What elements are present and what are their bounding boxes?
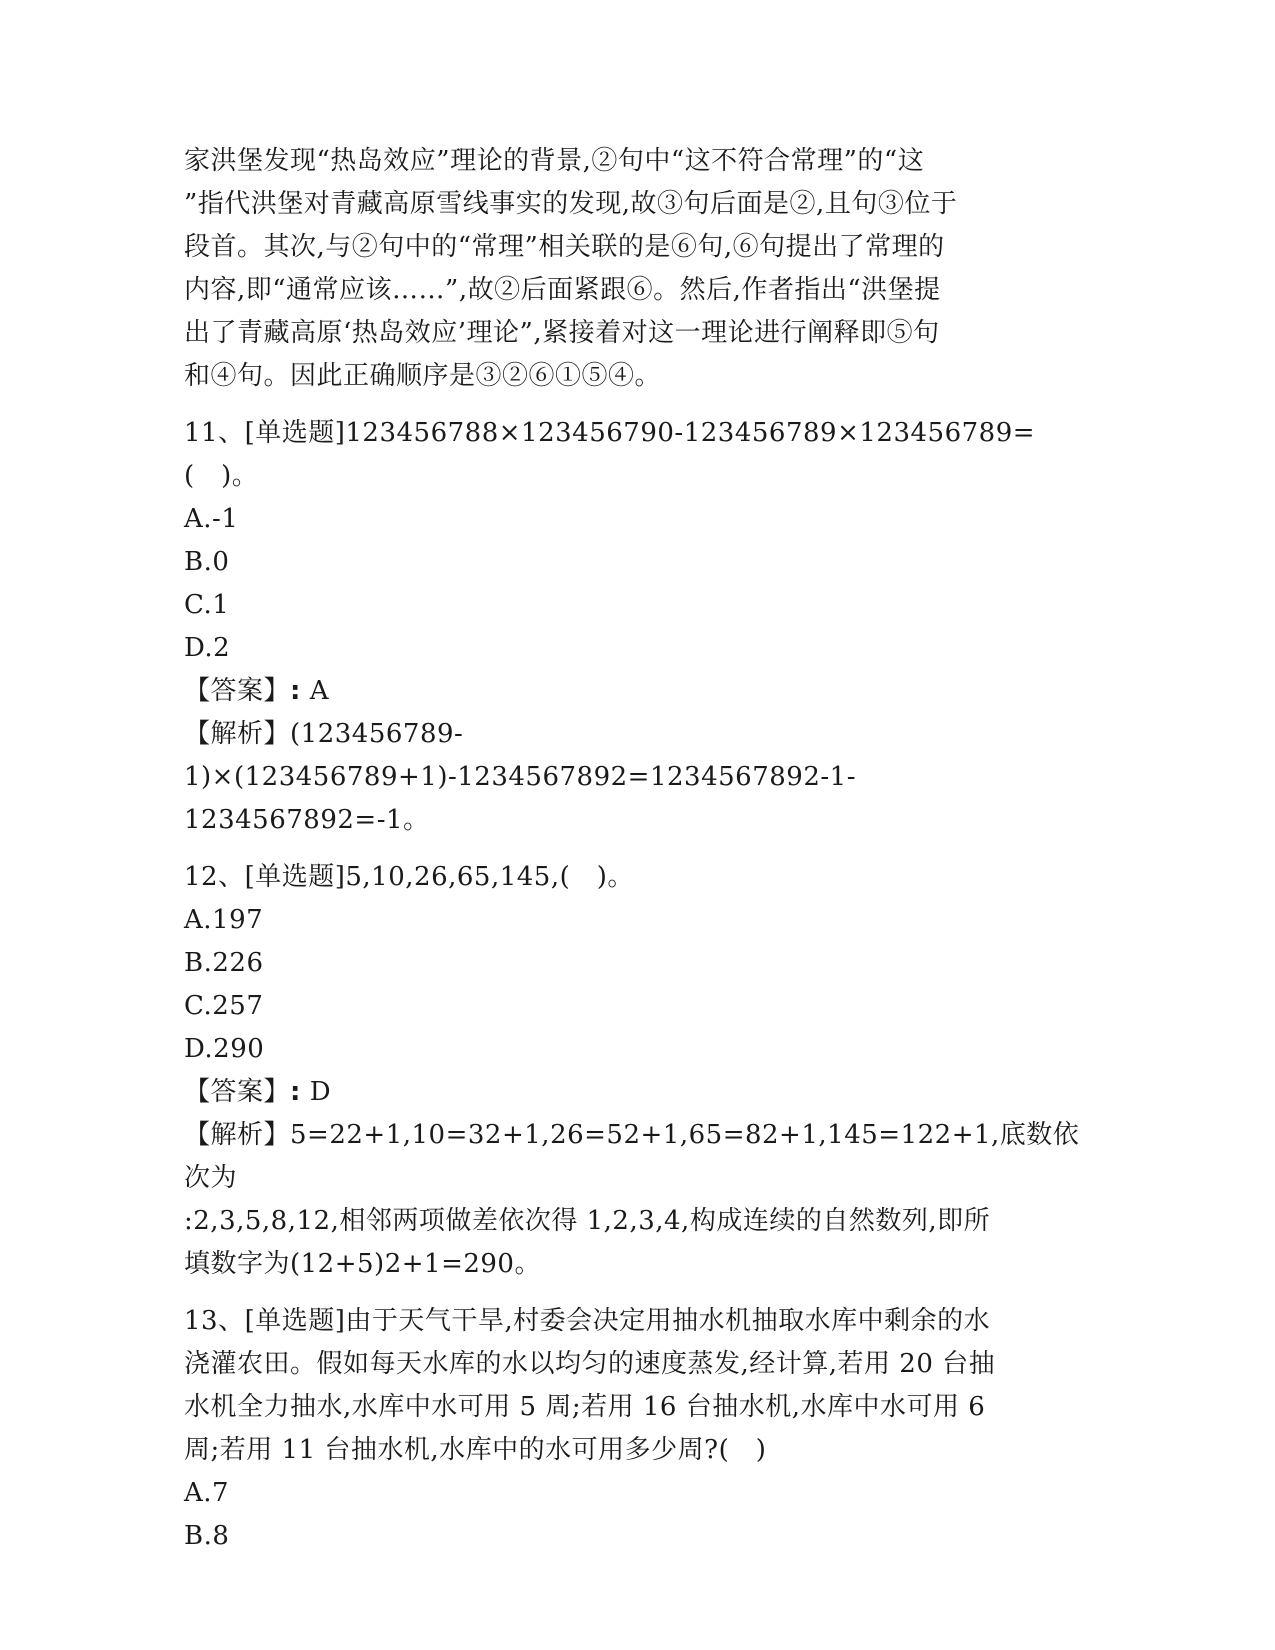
option-b: B.226: [184, 948, 264, 978]
analysis-line: 5=22+1,10=32+1,26=52+1,65=82+1,145=122+1,底数依次为: [184, 1120, 1080, 1193]
intro-line: 内容,即“通常应该……”,故②后面紧跟⑥。然后,作者指出“洪堡提: [184, 275, 941, 305]
intro-paragraph: [184, 140, 1084, 398]
question-stem: [184, 412, 1084, 498]
stem-line: 周;若用 11 台抽水机,水库中的水可用多少周?( ): [184, 1435, 767, 1465]
question-11: [184, 412, 1084, 842]
option-c: C.257: [184, 991, 264, 1021]
option-b: B.8: [184, 1521, 230, 1551]
answer-value: D: [309, 1077, 332, 1107]
answer-value: A: [309, 676, 329, 706]
answer-label: 【答案】: [184, 1077, 291, 1107]
option-d: D.2: [184, 633, 231, 663]
analysis-line: 1234567892=-1。: [184, 805, 430, 835]
answer-label: 【答案】: [184, 676, 291, 706]
question-12: [184, 856, 1084, 1286]
option-a: A.-1: [184, 504, 239, 534]
analysis-line: :2,3,5,8,12,相邻两项做差依次得 1,2,3,4,构成连续的自然数列,即所: [184, 1206, 991, 1236]
intro-line: 家洪堡发现“热岛效应”理论的背景,②句中“这不符合常理”的“这: [184, 146, 925, 176]
intro-line: ”指代洪堡对青藏高原雪线事实的发现,故③句后面是②,且句③位于: [184, 189, 958, 219]
answer-separator: :: [290, 676, 301, 706]
analysis-block: [184, 1114, 1084, 1286]
question-stem: [184, 856, 1084, 899]
option-c: C.1: [184, 590, 230, 620]
intro-line: 和④句。因此正确顺序是③②⑥①⑤④。: [184, 361, 662, 391]
intro-line: 段首。其次,与②句中的“常理”相关联的是⑥句,⑥句提出了常理的: [184, 232, 945, 262]
answer-line: [184, 1071, 1084, 1114]
answer-separator: :: [290, 1077, 301, 1107]
analysis-line: (123456789-1)×(123456789+1)-1234567892=1234567892-1-: [184, 719, 856, 792]
analysis-line: 填数字为(12+5)2+1=290。: [184, 1249, 541, 1279]
option-a: A.197: [184, 905, 264, 935]
option-a: A.7: [184, 1478, 230, 1508]
stem-line: 浇灌农田。假如每天水库的水以均匀的速度蒸发,经计算,若用 20 台抽: [184, 1349, 996, 1379]
question-13: [184, 1300, 1084, 1558]
analysis-label: 【解析】: [184, 1120, 291, 1150]
stem-line: 13、[单选题]由于天气干旱,村委会决定用抽水机抽取水库中剩余的水: [184, 1306, 991, 1336]
question-stem: [184, 1300, 1084, 1472]
option-b: B.0: [184, 547, 230, 577]
intro-line: 出了青藏高原‘热岛效应’理论”,紧接着对这一理论进行阐释即⑤句: [184, 318, 940, 348]
stem-line: 11、[单选题]123456788×123456790-123456789×123456789=( )。: [184, 418, 1036, 491]
option-d: D.290: [184, 1034, 265, 1064]
answer-line: [184, 670, 1084, 713]
analysis-block: [184, 713, 1084, 842]
analysis-label: 【解析】: [184, 719, 291, 749]
stem-line: 水机全力抽水,水库中水可用 5 周;若用 16 台抽水机,水库中水可用 6: [184, 1392, 986, 1422]
document-page: [184, 140, 1084, 1558]
stem-line: 12、[单选题]5,10,26,65,145,( )。: [184, 862, 634, 892]
